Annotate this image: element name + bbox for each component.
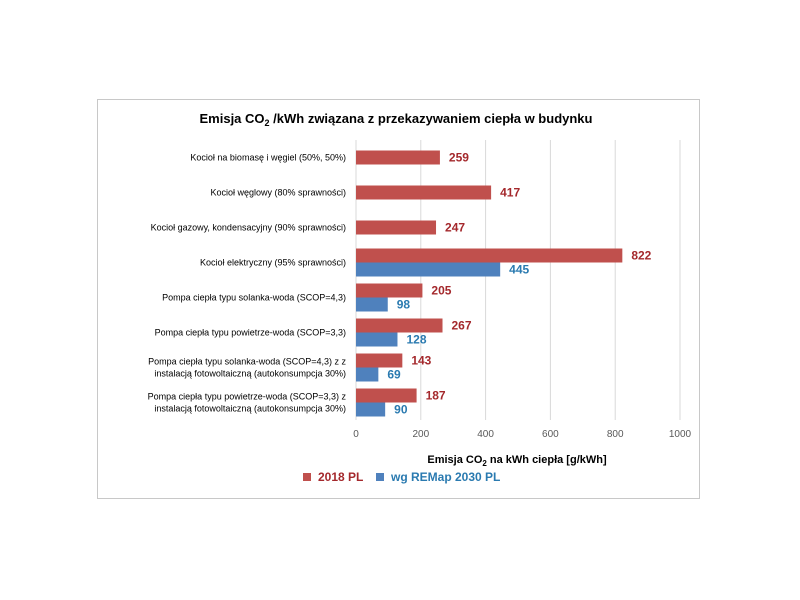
data-label-2018-pl: 247	[445, 220, 466, 235]
category-labels	[148, 153, 347, 414]
data-label-remap-2030: 98	[396, 297, 411, 312]
bar-2018-pl	[356, 186, 491, 200]
legend-label: 2018 PL	[318, 470, 364, 484]
chart-svg	[98, 100, 701, 500]
bar-2018-pl	[356, 389, 417, 403]
x-tick-label: 1000	[668, 429, 692, 440]
chart-title	[200, 111, 593, 128]
category-label: Kocioł gazowy, kondensacyjny (90% sprawności)	[150, 222, 346, 233]
data-label-2018-pl: 417	[500, 185, 521, 200]
data-label-remap-2030: 90	[394, 402, 408, 417]
category-label: instalacją fotowoltaiczną (autokonsumpcja 30%)	[154, 368, 346, 379]
x-axis-label	[427, 454, 607, 468]
legend-label: wg REMap 2030 PL	[391, 470, 501, 484]
x-tick-label: 800	[606, 429, 624, 440]
x-tick-label: 400	[477, 429, 494, 440]
category-label: Pompa ciepła typu solanka-woda (SCOP=4,3) z z	[148, 356, 346, 367]
xlabel-rest: na kWh ciepła [g/kWh]	[486, 454, 607, 466]
bar-remap-2030	[356, 368, 378, 382]
xlabel-main: Emisja CO	[427, 454, 483, 466]
data-label-remap-2030: 445	[509, 262, 530, 277]
category-label: Pompa ciepła typu powietrze-woda (SCOP=3,3)	[154, 327, 346, 338]
data-label-2018-pl: 205	[431, 283, 452, 298]
bar-remap-2030	[356, 333, 397, 347]
chart-frame	[97, 99, 700, 499]
legend-swatch	[376, 473, 384, 481]
title-subscript: 2	[264, 118, 270, 128]
bar-2018-pl	[356, 284, 422, 298]
x-tick-label: 200	[412, 429, 430, 440]
bar-2018-pl	[356, 319, 443, 333]
bar-2018-pl	[356, 151, 440, 165]
title-rest: /kWh związana z przekazywaniem ciepła w budynku	[269, 111, 593, 126]
legend	[303, 470, 500, 484]
bar-2018-pl	[356, 221, 436, 235]
category-label: Pompa ciepła typu powietrze-woda (SCOP=3,3) z	[147, 391, 346, 402]
category-label: Kocioł elektryczny (95% sprawności)	[199, 257, 346, 268]
grid-layer	[356, 140, 680, 420]
data-label-2018-pl: 259	[448, 150, 469, 165]
legend-swatch	[303, 473, 311, 481]
title-main: Emisja CO	[199, 111, 265, 126]
data-label-2018-pl: 187	[425, 388, 446, 403]
tick-labels	[353, 429, 691, 440]
data-label-remap-2030: 128	[406, 332, 427, 347]
x-tick-label: 0	[353, 429, 359, 440]
bar-2018-pl	[356, 249, 622, 263]
data-label-2018-pl: 267	[451, 318, 472, 333]
category-label: instalacją fotowoltaiczną (autokonsumpcja 30%)	[154, 403, 346, 414]
data-label-remap-2030: 69	[387, 367, 401, 382]
category-label: Kocioł węglowy (80% sprawności)	[210, 187, 346, 198]
xlabel-subscript: 2	[482, 459, 487, 468]
bar-2018-pl	[356, 354, 402, 368]
bar-remap-2030	[356, 263, 500, 277]
category-label: Pompa ciepła typu solanka-woda (SCOP=4,3)	[162, 292, 346, 303]
bar-remap-2030	[356, 403, 385, 417]
data-label-2018-pl: 143	[411, 353, 432, 368]
data-label-2018-pl: 822	[631, 248, 652, 263]
category-label: Kocioł na biomasę i węgiel (50%, 50%)	[190, 152, 346, 163]
x-tick-label: 600	[542, 429, 559, 440]
bar-remap-2030	[356, 298, 388, 312]
